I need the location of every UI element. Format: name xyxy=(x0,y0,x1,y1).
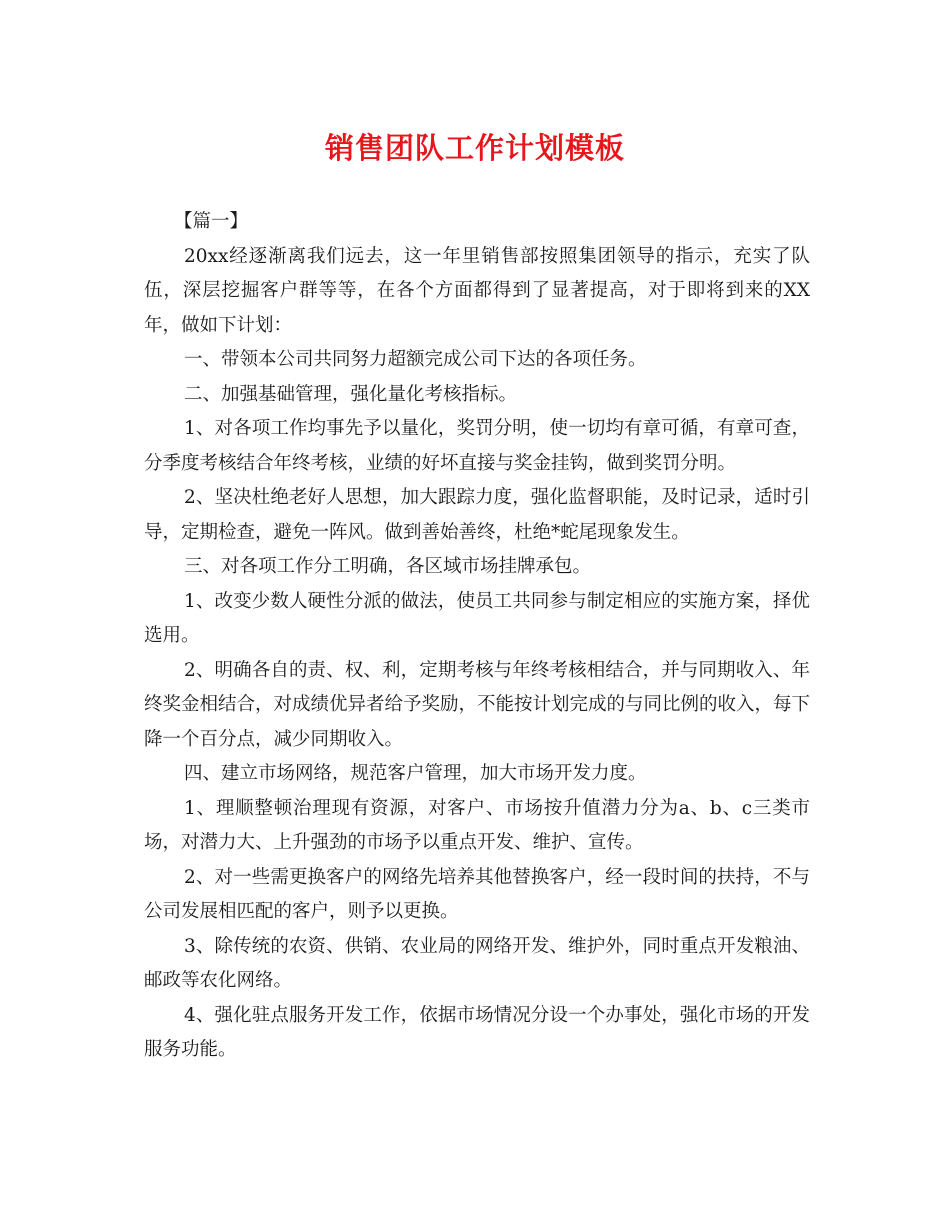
paragraph-2-2: 2、坚决杜绝老好人思想，加大跟踪力度，强化监督职能，及时记录，适时引导，定期检查，避免一阵风。做到善始善终，杜绝*蛇尾现象发生。 xyxy=(144,487,810,543)
heading-one: 一、带领本公司共同努力超额完成公司下达的各项任务。 xyxy=(184,349,647,370)
document-body xyxy=(144,205,810,1068)
paragraph-4-2: 2、对一些需更换客户的网络先培养其他替换客户，经一段时间的扶持，不与公司发展相匹配的客户，则予以更换。 xyxy=(144,866,810,922)
paragraph-2-1: 1、对各项工作均事先予以量化，奖罚分明，使一切均有章可循，有章可查，分季度考核结合年终考核，业绩的好坏直接与奖金挂钩，做到奖罚分明。 xyxy=(144,418,810,474)
intro-paragraph: 20xx经逐渐离我们远去，这一年里销售部按照集团领导的指示，充实了队伍，深层挖掘客户群等等，在各个方面都得到了显著提高，对于即将到来的XX年，做如下计划： xyxy=(144,245,810,336)
paragraph-4-1: 1、理顺整顿治理现有资源，对客户、市场按升值潜力分为a、b、c三类市场，对潜力大、上升强劲的市场予以重点开发、维护、宣传。 xyxy=(144,797,810,853)
document-title: 销售团队工作计划模板 xyxy=(324,131,625,165)
heading-two: 二、加强基础管理，强化量化考核指标。 xyxy=(184,383,518,405)
paragraph-3-2: 2、明确各自的责、权、利，定期考核与年终考核相结合，并与同期收入、年终奖金相结合，对成绩优异者给予奖励，不能按计划完成的与同比例的收入，每下降一个百分点，减少同期收入。 xyxy=(144,659,811,750)
section-tag: 【篇一】 xyxy=(174,211,249,232)
heading-four: 四、建立市场网络，规范客户管理，加大市场开发力度。 xyxy=(184,763,647,784)
heading-three: 三、对各项工作分工明确，各区域市场挂牌承包。 xyxy=(184,556,592,577)
paragraph-4-4: 4、强化驻点服务开发工作，依据市场情况分设一个办事处，强化市场的开发服务功能。 xyxy=(144,1004,810,1060)
paragraph-4-3: 3、除传统的农资、供销、农业局的网络开发、维护外，同时重点开发粮油、邮政等农化网络。 xyxy=(144,935,810,991)
paragraph-3-1: 1、改变少数人硬性分派的做法，使员工共同参与制定相应的实施方案，择优选用。 xyxy=(144,590,810,646)
